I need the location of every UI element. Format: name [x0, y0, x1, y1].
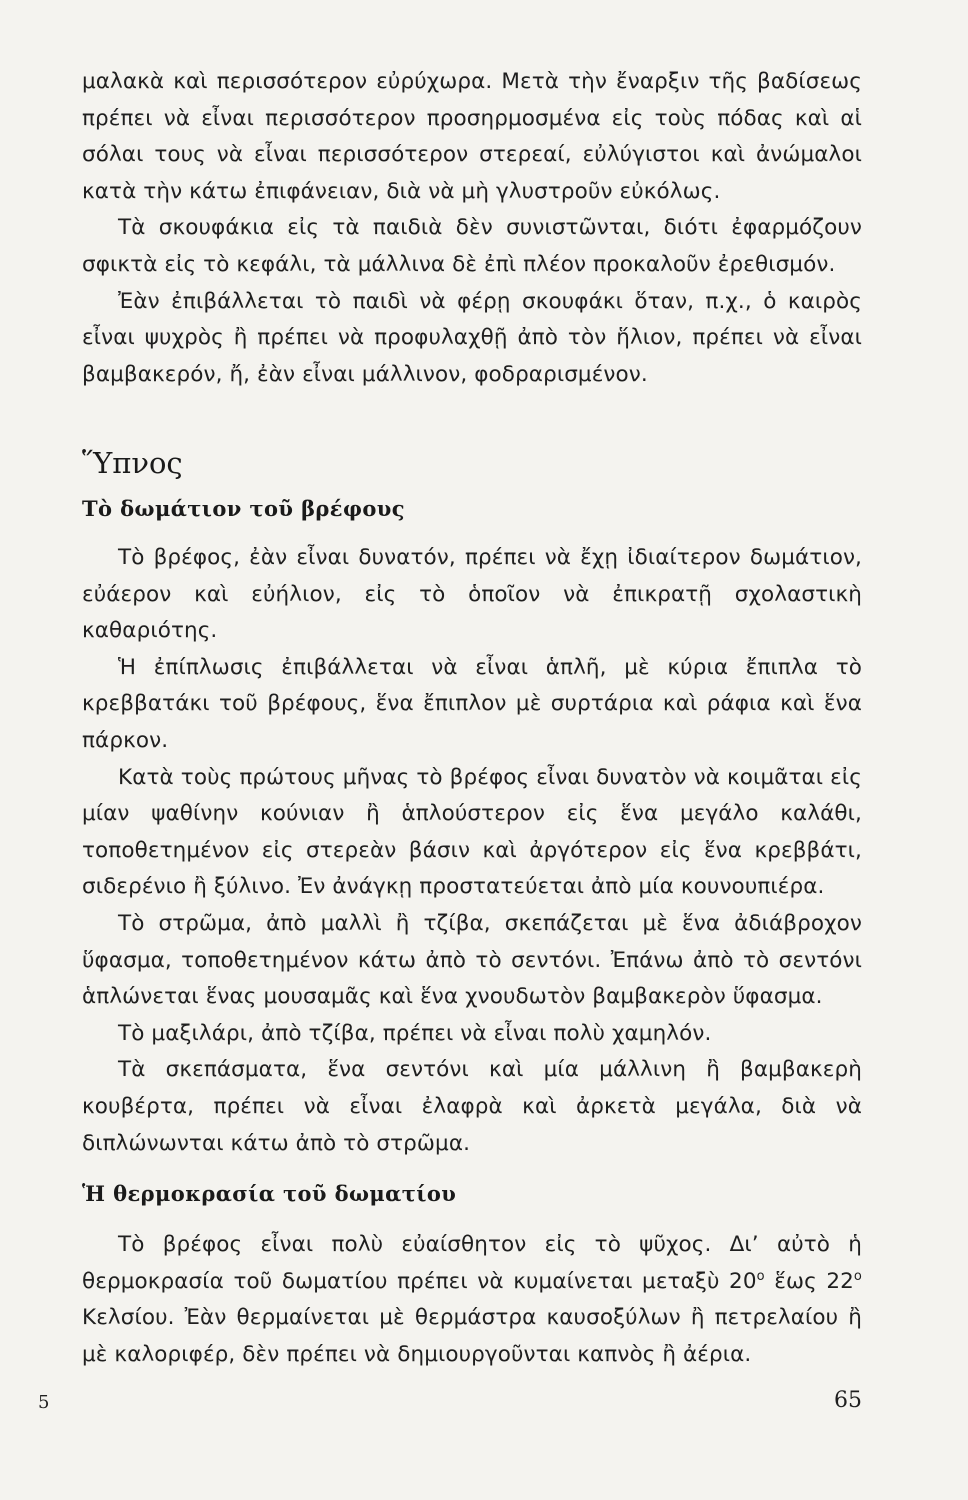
- section-title: Ὕπνος: [82, 446, 183, 480]
- paragraph: Τὸ βρέφος, ἐὰν εἶναι δυνατόν, πρέπει νὰ ἔχῃ ἰδιαίτερον δωμάτιον, εὐάερον καὶ εὐήλιον, εἰς τὸ ὁποῖον νὰ ἐπικρατῇ σχολαστικὴ καθαριότης.: [82, 545, 862, 644]
- page-number: 65: [834, 1388, 862, 1413]
- paragraph: Τὰ σκεπάσματα, ἕνα σεντόνι καὶ μία μάλλινη ἢ βαμβακερὴ κουβέρτα, πρέπει νὰ εἶναι ἐλαφρὰ καὶ ἀρκετὰ μεγάλα, διὰ νὰ διπλώνωνται κάτω ἀπὸ τὸ στρῶμα.: [82, 1057, 862, 1156]
- subheading-room: Τὸ δωμάτιον τοῦ βρέφους: [82, 496, 405, 521]
- signature-mark: 5: [38, 1392, 50, 1413]
- degree-mark: ο: [853, 1268, 862, 1284]
- subheading-temperature: Ἡ θερμοκρασία τοῦ δωματίου: [82, 1181, 457, 1206]
- temperature-text: [82, 1227, 862, 1373]
- paragraph: Ἡ ἐπίπλωσις ἐπιβάλλεται νὰ εἶναι ἁπλῆ, μὲ κύρια ἔπιπλα τὸ κρεββατάκι τοῦ βρέφους, ἕνα ἔπιπλον μὲ συρτάρια καὶ ράφια καὶ ἕνα πάρκον.: [82, 654, 862, 753]
- paragraph: Ἐὰν ἐπιβάλλεται τὸ παιδὶ νὰ φέρῃ σκουφάκι ὅταν, π.χ., ὁ καιρὸς εἶναι ψυχρὸς ἢ πρέπει νὰ προφυλαχθῇ ἀπὸ τὸν ἥλιον, πρέπει νὰ εἶναι βαμβακερόν, ἤ, ἐὰν εἶναι μάλλινον, φοδραρισμένον.: [82, 288, 862, 387]
- paragraph: Κατὰ τοὺς πρώτους μῆνας τὸ βρέφος εἶναι δυνατὸν νὰ κοιμᾶται εἰς μίαν ψαθίνην κούνιαν ἢ ἁπλούστερον εἰς ἕνα μεγάλο καλάθι, τοποθετημένον εἰς στερεὰν βάσιν καὶ ἀργότερον εἰς ἕνα κρεββάτι, σιδερένιο ἢ ξύλινο. Ἐν ἀνάγκῃ προστατεύεται ἀπὸ μία κουνουπιέρα.: [82, 764, 862, 900]
- temp-text-c: Κελσίου. Ἐὰν θερμαίνεται μὲ θερμάστρα καυσοξύλων ἢ πετρελαίου ἢ μὲ καλοριφέρ, δὲν πρέπει νὰ δημιουργοῦνται καπνὸς ἢ ἀέρια.: [82, 1305, 862, 1367]
- intro-text: [82, 64, 862, 393]
- temp-text-b: ἕως 22: [764, 1268, 854, 1294]
- degree-mark: ο: [756, 1268, 765, 1284]
- paragraph: Τὸ στρῶμα, ἀπὸ μαλλὶ ἢ τζίβα, σκεπάζεται μὲ ἕνα ἀδιάβροχον ὕφασμα, τοποθετημένον κάτω ἀπὸ τὸ σεντόνι. Ἐπάνω ἀπὸ τὸ σεντόνι ἁπλώνεται ἕνας μουσαμᾶς καὶ ἕνα χνουδωτὸν βαμβακερὸν ὕφασμα.: [82, 910, 862, 1010]
- paragraph: [82, 1227, 862, 1373]
- paragraph: Τὰ σκουφάκια εἰς τὰ παιδιὰ δὲν συνιστῶνται, διότι ἐφαρμόζουν σφικτὰ εἰς τὸ κεφάλι, τὰ μάλλινα δὲ ἐπὶ πλέον προκαλοῦν ἐρεθισμόν.: [82, 215, 862, 277]
- room-text: [82, 540, 862, 1162]
- temp-text-a: Τὸ βρέφος εἶναι πολὺ εὐαίσθητον εἰς τὸ ψῦχος. Δι’ αὐτὸ ἡ θερμοκρασία τοῦ δωματίου πρέπει νὰ κυμαίνεται μεταξὺ 20: [82, 1232, 862, 1294]
- paragraph: μαλακὰ καὶ περισσότερον εὐρύχωρα. Μετὰ τὴν ἔναρξιν τῆς βαδίσεως πρέπει νὰ εἶναι περισσότερον προσηρμοσμένα εἰς τοὺς πόδας καὶ αἱ σόλαι τους νὰ εἶναι περισσότερον στερεαί, εὐλύγιστοι καὶ ἀνώμαλοι κατὰ τὴν κάτω ἐπιφάνειαν, διὰ νὰ μὴ γλυστροῦν εὐκόλως.: [82, 69, 862, 204]
- paragraph: Τὸ μαξιλάρι, ἀπὸ τζίβα, πρέπει νὰ εἶναι πολὺ χαμηλόν.: [118, 1020, 712, 1046]
